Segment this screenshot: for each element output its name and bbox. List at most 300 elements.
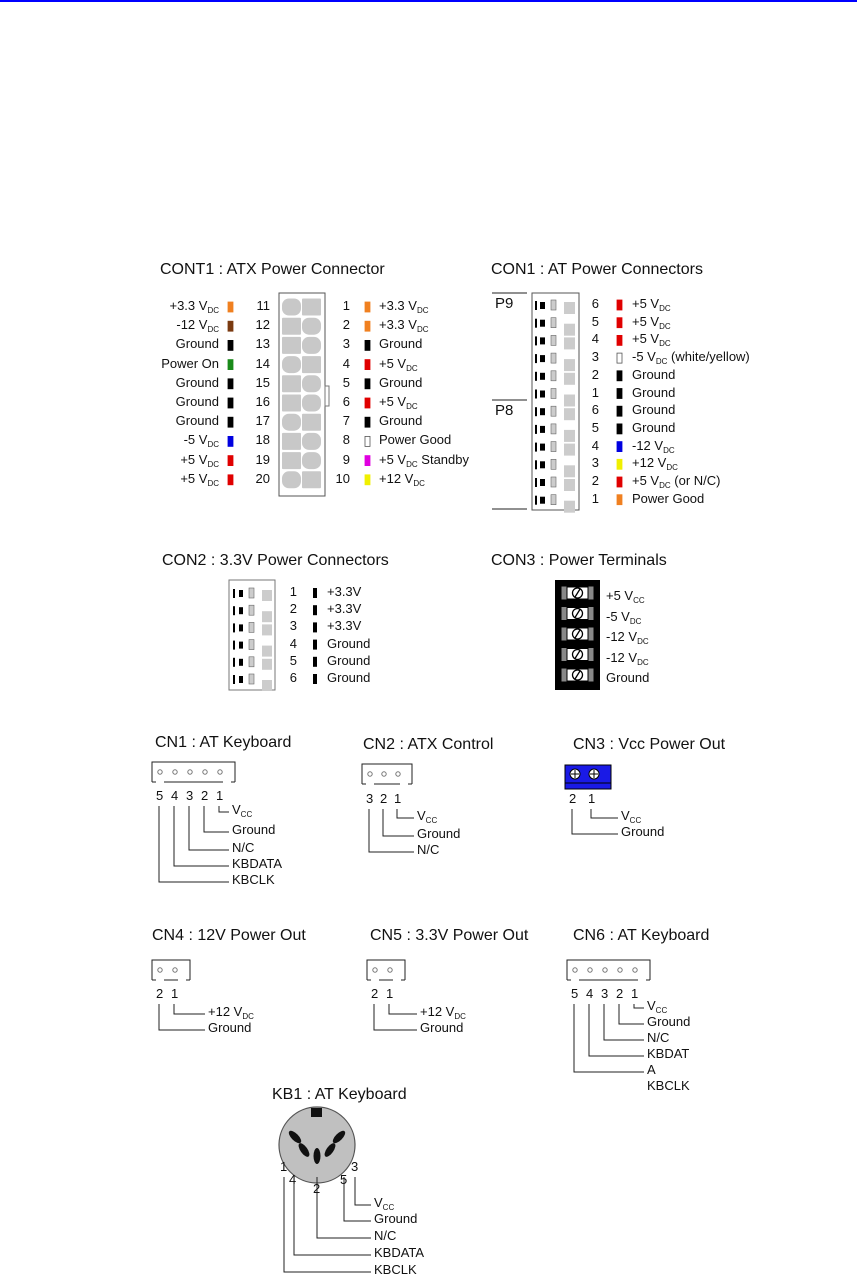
pin-label xyxy=(379,453,469,472)
label-text: +5 V xyxy=(379,451,407,467)
atx-pin-cell xyxy=(282,356,301,373)
wire-color-swatch xyxy=(365,417,370,427)
pin-slot xyxy=(551,406,556,416)
wire-color-swatch xyxy=(313,657,317,667)
pin-number: 2 xyxy=(591,366,599,382)
pin-hole xyxy=(618,968,622,972)
cn6-title: CN6 : AT Keyboard xyxy=(573,927,710,944)
terminal-label xyxy=(606,589,645,608)
lead-line xyxy=(619,1004,644,1024)
pin-slot xyxy=(551,335,556,345)
atx-pin-cell xyxy=(282,318,301,335)
pin-rib xyxy=(564,324,575,336)
wire-color-swatch xyxy=(228,302,233,312)
pin-number: 2 xyxy=(616,986,624,1001)
pin-marker xyxy=(239,590,243,597)
pin-marker xyxy=(535,354,537,363)
pin-marker xyxy=(535,301,537,310)
pin-marker xyxy=(535,336,537,345)
pin-number: 6 xyxy=(591,296,599,311)
pin-hole xyxy=(373,968,377,972)
atx-pin-cell xyxy=(302,395,321,412)
pin-number: 5 xyxy=(340,1172,348,1187)
terminal-label xyxy=(606,610,641,629)
pin-number: 3 xyxy=(591,349,599,365)
pin-label xyxy=(647,1031,669,1045)
pin-hole xyxy=(173,968,177,972)
pin-number: 4 xyxy=(342,355,350,371)
pin-number: 3 xyxy=(342,336,350,352)
pin-hole xyxy=(633,968,637,972)
pin-marker xyxy=(535,460,537,469)
pin-rib xyxy=(564,408,575,420)
label-text: Ground xyxy=(327,635,371,651)
pin-slot xyxy=(551,300,556,310)
lead-line xyxy=(572,809,618,834)
pin-rib xyxy=(564,302,575,314)
label-text: Ground xyxy=(632,419,676,435)
wire-color-swatch xyxy=(617,371,622,381)
pin-marker xyxy=(540,302,545,309)
terminal-label xyxy=(606,630,649,649)
pin-marker xyxy=(535,407,537,416)
con1-title: CON1 : AT Power Connectors xyxy=(491,261,703,278)
pin-label xyxy=(379,299,429,318)
lead-line xyxy=(159,1004,205,1030)
label-subscript: DC xyxy=(663,445,675,455)
label-text: -5 V xyxy=(632,349,656,365)
pin-marker xyxy=(239,659,243,666)
pin-label xyxy=(621,825,664,839)
pin-number: 12 xyxy=(255,317,270,333)
label-text: Ground xyxy=(621,824,665,839)
pin-marker xyxy=(540,426,545,433)
din-key xyxy=(311,1108,322,1117)
pin-slot xyxy=(249,674,254,684)
cn2-title: CN2 : ATX Control xyxy=(363,736,494,753)
pin-rib xyxy=(262,646,272,657)
pin-number: 2 xyxy=(201,788,209,803)
pin-hole xyxy=(603,968,607,972)
pin-number: 5 xyxy=(342,374,350,390)
pin-number: 11 xyxy=(256,298,270,313)
label-subscript: DC xyxy=(413,478,425,488)
wire-color-swatch xyxy=(313,640,317,650)
wire-color-swatch xyxy=(365,456,370,466)
pin-label xyxy=(169,299,219,318)
label-text: -5 V xyxy=(183,432,208,448)
pin-number: 4 xyxy=(289,635,297,651)
pin-number: 5 xyxy=(289,652,297,668)
pin-hole xyxy=(158,968,162,972)
label-text: +5 V xyxy=(632,296,660,311)
label-text: Ground xyxy=(374,1211,418,1226)
label-text: Ground xyxy=(232,822,276,837)
atx-pin-cell xyxy=(302,375,321,392)
pin-label xyxy=(420,1021,463,1035)
atx-pin-cell xyxy=(282,414,301,431)
pin-label xyxy=(417,843,439,857)
pin-label xyxy=(327,585,361,599)
atx-pin-cell xyxy=(302,414,321,431)
label-subscript: DC xyxy=(416,325,429,335)
pin-number: 2 xyxy=(569,791,577,806)
pin-number: 8 xyxy=(342,432,350,448)
pin-number: 4 xyxy=(591,437,599,453)
wire-color-swatch xyxy=(617,300,622,310)
wire-color-swatch xyxy=(617,406,622,416)
p8-label: P8 xyxy=(495,402,514,419)
pin-label xyxy=(327,654,370,668)
wire-color-swatch xyxy=(228,398,233,408)
label-subscript: CC xyxy=(629,816,642,825)
lead-line xyxy=(219,806,229,812)
pin-slot xyxy=(551,318,556,328)
pin-number: 2 xyxy=(313,1181,321,1196)
label-text: Ground xyxy=(632,366,676,382)
pin-label xyxy=(327,671,370,685)
pin-label xyxy=(184,433,219,452)
pin-number: 1 xyxy=(394,791,402,806)
label-subscript: DC xyxy=(416,306,429,315)
wire-color-swatch xyxy=(365,321,370,331)
pin-rib xyxy=(262,590,272,601)
pin-number: 2 xyxy=(156,986,164,1001)
pin-label xyxy=(374,1212,417,1226)
pin-number: 5 xyxy=(571,986,579,1001)
wire-color-swatch xyxy=(365,302,370,312)
label-subscript: DC xyxy=(207,478,219,488)
pin-marker xyxy=(233,658,235,667)
wire-color-swatch xyxy=(617,353,622,363)
lead-line xyxy=(174,806,229,866)
pin-number: 4 xyxy=(591,331,599,347)
pin-slot xyxy=(551,477,556,487)
label-text: +3.3 V xyxy=(169,298,208,313)
wire-color-swatch xyxy=(617,335,622,345)
pin-marker xyxy=(535,496,537,505)
atx-pin-cell xyxy=(282,395,301,412)
cn3-title: CN3 : Vcc Power Out xyxy=(573,736,726,753)
lead-line xyxy=(397,809,414,818)
pin-number: 4 xyxy=(289,1172,297,1187)
label-subscript: CC xyxy=(240,810,253,819)
label-text: Power On xyxy=(161,355,219,371)
lead-line xyxy=(284,1177,371,1272)
pin-marker xyxy=(233,589,235,598)
label-text: KBDAT xyxy=(647,1046,690,1061)
pin-rib xyxy=(564,337,575,349)
pin-marker xyxy=(239,607,243,614)
pin-rib xyxy=(564,359,575,371)
label-text: Ground xyxy=(175,413,219,429)
pin-label xyxy=(379,433,451,447)
con3-title: CON3 : Power Terminals xyxy=(491,552,667,569)
label-text: Ground xyxy=(647,1014,691,1029)
pin-marker xyxy=(535,443,537,452)
wire-color-swatch xyxy=(228,436,233,446)
label-text: V xyxy=(374,1195,383,1210)
label-subscript: CC xyxy=(382,1203,395,1212)
pin-slot xyxy=(551,353,556,363)
pin-marker xyxy=(535,390,537,399)
atx-pin-cell xyxy=(302,318,321,335)
lead-line xyxy=(159,806,229,882)
wire-color-swatch xyxy=(228,360,233,370)
atx-pin-cell xyxy=(282,452,301,469)
atx-pin-cell xyxy=(282,433,301,450)
label-text: +3.3 V xyxy=(379,298,417,313)
pin-label xyxy=(180,472,219,491)
pin-marker xyxy=(535,372,537,381)
label-text: Ground xyxy=(379,374,423,390)
pin-number: 3 xyxy=(186,788,194,803)
label-text: KBDATA xyxy=(374,1245,425,1260)
lead-line xyxy=(589,1004,644,1056)
pin-label xyxy=(647,1079,690,1093)
pin-label xyxy=(632,421,675,435)
pin-hole xyxy=(382,772,386,776)
lead-line xyxy=(383,809,414,836)
pin-rib xyxy=(564,444,575,456)
pin-marker xyxy=(233,641,235,650)
label-text: +5 V xyxy=(379,355,407,371)
atx-pin-cell xyxy=(282,299,301,316)
label-subscript: DC xyxy=(406,459,418,469)
label-subscript: DC xyxy=(637,657,649,667)
pin-marker xyxy=(239,676,243,683)
pin-number: 4 xyxy=(171,788,179,803)
pin-number: 3 xyxy=(289,618,297,634)
label-subscript: DC xyxy=(207,306,219,315)
lead-line xyxy=(374,1004,417,1030)
atx-pin-cell xyxy=(282,471,301,488)
label-text: KBDATA xyxy=(232,856,283,871)
label-text: +12 V xyxy=(379,470,414,486)
label-text: -12 V xyxy=(606,629,638,644)
pin-marker xyxy=(535,478,537,487)
label-subscript: DC xyxy=(629,616,642,626)
wire-color-swatch xyxy=(228,340,233,350)
pin-number: 13 xyxy=(255,336,270,352)
pin-marker xyxy=(540,373,545,380)
label-text: KBCLK xyxy=(232,872,275,887)
label-text: Ground xyxy=(175,374,219,390)
label-subscript: DC xyxy=(655,357,668,367)
pin-marker xyxy=(540,391,545,398)
cn5-title: CN5 : 3.3V Power Out xyxy=(370,927,529,944)
pin-number: 5 xyxy=(156,788,164,803)
label-suffix: Standby xyxy=(417,451,469,467)
pin-label xyxy=(632,368,675,382)
pin-hole xyxy=(173,770,177,774)
wire-color-swatch xyxy=(617,389,622,399)
pin-hole xyxy=(368,772,372,776)
lead-line xyxy=(634,1004,644,1008)
pin-label xyxy=(632,386,675,400)
din-pin xyxy=(314,1148,321,1164)
label-text: Ground xyxy=(208,1020,252,1035)
pin-label xyxy=(232,803,252,822)
pin-rib xyxy=(564,430,575,442)
pin-label xyxy=(374,1229,396,1243)
pin-label xyxy=(176,395,219,409)
header-outline xyxy=(362,764,412,784)
label-text: V xyxy=(621,808,630,823)
cont1-title: CONT1 : ATX Power Connector xyxy=(160,261,385,278)
label-text: Ground xyxy=(175,336,219,352)
label-subscript: CC xyxy=(655,1006,668,1015)
atx-pin-cell xyxy=(302,471,321,488)
label-text: -12 V xyxy=(606,649,638,665)
pin-rib xyxy=(262,659,272,670)
pin-label xyxy=(232,857,282,871)
label-text: +3.3V xyxy=(327,601,362,617)
pin-rib xyxy=(564,373,575,385)
atx-pin-cell xyxy=(302,337,321,354)
label-text: +5 V xyxy=(379,394,407,409)
wire-color-swatch xyxy=(365,379,370,389)
wire-color-swatch xyxy=(365,436,370,446)
lead-line xyxy=(355,1177,371,1205)
pin-label xyxy=(176,337,219,351)
wire-color-swatch xyxy=(313,674,317,684)
pin-slot xyxy=(249,588,254,598)
pin-label xyxy=(208,1021,251,1035)
pin-label xyxy=(632,403,675,417)
label-text: -12 V xyxy=(176,317,208,333)
pin-marker xyxy=(239,642,243,649)
label-text: +5 V xyxy=(632,313,660,329)
pin-label xyxy=(379,472,425,491)
pin-label xyxy=(176,376,219,390)
pin-label xyxy=(379,376,422,390)
label-text: +5 V xyxy=(632,473,660,488)
kb1-title: KB1 : AT Keyboard xyxy=(272,1086,407,1103)
label-subscript: DC xyxy=(637,637,649,646)
pin-label xyxy=(647,1063,656,1077)
wire-color-swatch xyxy=(365,398,370,408)
pin-marker xyxy=(233,606,235,615)
label-text: Ground xyxy=(327,670,371,685)
pin-marker xyxy=(239,624,243,631)
label-text: A xyxy=(647,1062,656,1077)
pin-rib xyxy=(564,479,575,491)
pin-marker xyxy=(540,461,545,468)
pin-number: 10 xyxy=(335,470,350,486)
pin-number: 1 xyxy=(386,986,394,1001)
pin-number: 1 xyxy=(588,791,596,806)
pin-hole xyxy=(188,770,192,774)
label-text: +12 V xyxy=(632,455,667,471)
p9-label: P9 xyxy=(495,295,514,312)
pin-number: 15 xyxy=(255,374,270,390)
pin-slot xyxy=(551,459,556,469)
pin-number: 7 xyxy=(342,413,350,429)
pin-number: 6 xyxy=(342,394,350,409)
label-text: Ground xyxy=(632,384,676,400)
pin-label xyxy=(176,414,219,428)
pin-number: 17 xyxy=(255,413,270,429)
lead-line xyxy=(604,1004,644,1040)
pin-label xyxy=(374,1246,424,1260)
label-text: KBCLK xyxy=(374,1262,417,1277)
pin-number: 3 xyxy=(591,455,599,471)
pin-number: 2 xyxy=(371,986,379,1001)
pin-hole xyxy=(158,770,162,774)
label-text: Ground xyxy=(327,652,371,668)
label-subscript: DC xyxy=(659,339,671,349)
wire-color-swatch xyxy=(313,588,317,598)
pin-hole xyxy=(588,968,592,972)
label-text: V xyxy=(647,998,656,1013)
label-text: V xyxy=(417,808,426,823)
pin-number: 6 xyxy=(289,670,297,685)
pin-label xyxy=(379,357,418,376)
pin-slot xyxy=(249,605,254,615)
pin-label xyxy=(379,395,418,414)
pin-slot xyxy=(249,640,254,650)
pin-number: 2 xyxy=(591,473,599,488)
label-text: +3.3V xyxy=(327,584,362,599)
label-text: N/C xyxy=(647,1030,670,1045)
pin-label xyxy=(180,453,219,472)
wire-color-swatch xyxy=(365,475,370,485)
label-text: +5 V xyxy=(632,331,660,347)
pin-label xyxy=(417,827,460,841)
pin-number: 20 xyxy=(255,470,270,486)
label-subscript: DC xyxy=(454,1012,466,1021)
lead-line xyxy=(574,1004,644,1072)
label-text: -5 V xyxy=(606,608,630,624)
label-subscript: DC xyxy=(406,402,418,411)
pin-number: 2 xyxy=(380,791,388,806)
pin-label xyxy=(374,1263,417,1277)
pin-slot xyxy=(249,657,254,667)
wire-color-swatch xyxy=(228,417,233,427)
label-text: N/C xyxy=(417,842,440,857)
pin-number: 3 xyxy=(366,791,374,806)
label-text: +5 V xyxy=(606,588,634,603)
label-text: KBCLK xyxy=(647,1078,690,1093)
wire-color-swatch xyxy=(313,622,317,632)
pin-number: 2 xyxy=(342,317,350,333)
lead-line xyxy=(294,1177,371,1255)
wire-color-swatch xyxy=(365,360,370,370)
label-text: +5 V xyxy=(180,451,208,467)
label-subscript: CC xyxy=(633,596,645,605)
lead-line xyxy=(591,809,618,818)
pin-label xyxy=(232,841,254,855)
pin-label xyxy=(379,337,422,351)
label-subscript: DC xyxy=(207,440,219,450)
label-subscript: DC xyxy=(659,321,671,331)
pin-label xyxy=(327,637,370,651)
wire-color-swatch xyxy=(228,379,233,389)
pin-number: 19 xyxy=(255,451,270,467)
label-text: V xyxy=(232,802,241,817)
label-text: +5 V xyxy=(180,470,208,486)
pin-slot xyxy=(551,371,556,381)
pin-number: 18 xyxy=(255,432,270,448)
pin-marker xyxy=(540,479,545,486)
pin-rib xyxy=(564,465,575,477)
lead-line xyxy=(204,806,229,832)
pin-number: 1 xyxy=(591,490,599,506)
label-subscript: DC xyxy=(659,304,671,313)
atx-pin-cell xyxy=(302,433,321,450)
cn4-title: CN4 : 12V Power Out xyxy=(152,927,306,944)
